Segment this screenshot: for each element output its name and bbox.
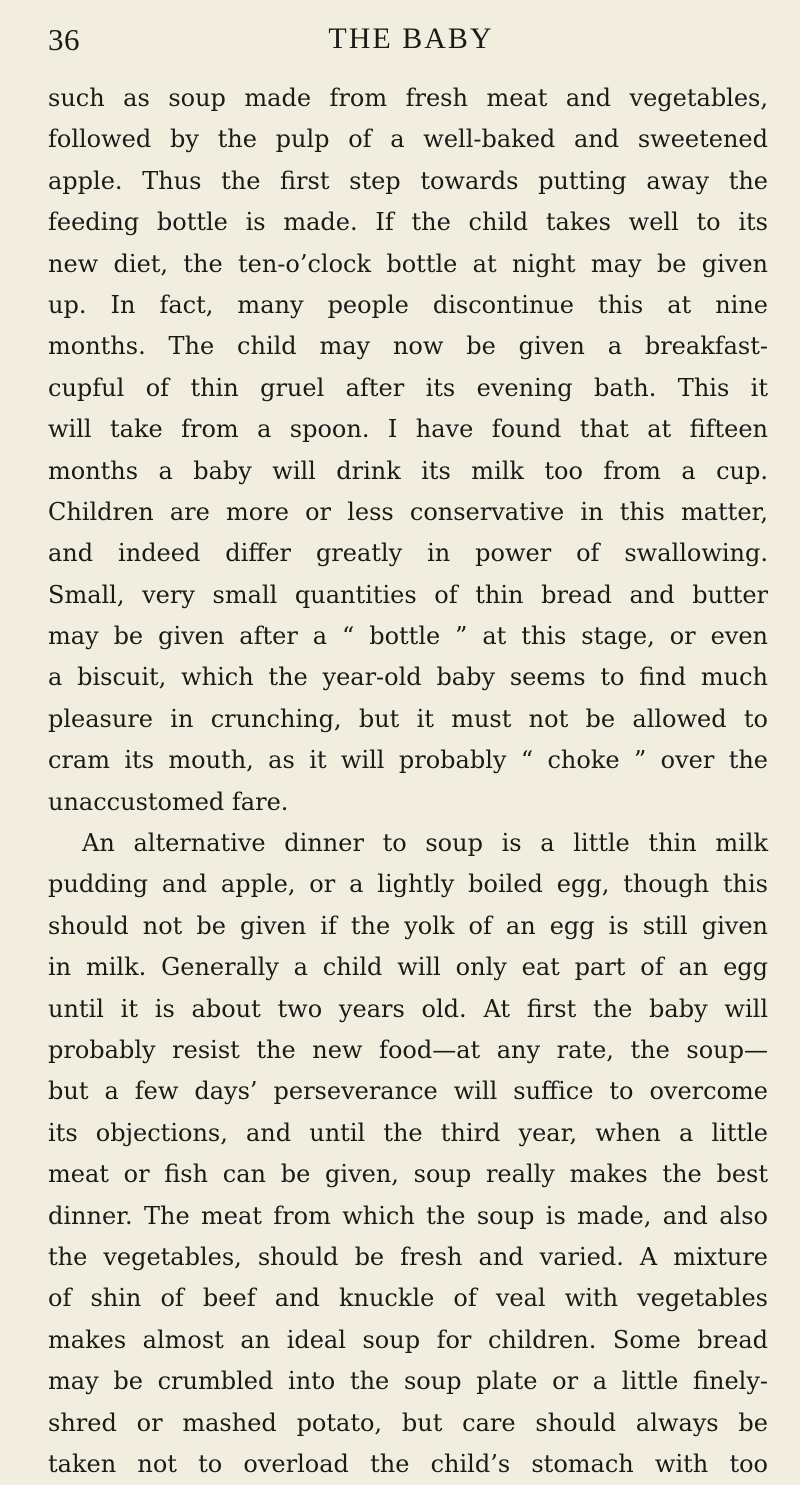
text-line: taken not to overload the child’s stomach with too [48,1449,768,1478]
text-line: new diet, the ten-o’clock bottle at night may be given [48,249,768,278]
text-line: dinner. The meat from which the soup is made, and also [48,1201,768,1230]
text-line: cupful of thin gruel after its evening bath. This it [48,373,768,402]
text-line: may be crumbled into the soup plate or a little finely- [48,1367,768,1396]
page-number: 36 [48,22,80,57]
text-line: a biscuit, which the year-old baby seems to find much [48,663,768,692]
text-line: pleasure in crunching, but it must not be allowed to [48,704,768,733]
text-line: An alternative dinner to soup is a little thin milk [82,829,768,858]
text-line: makes almost an ideal soup for children. Some bread [48,1325,768,1354]
text-line: until it is about two years old. At first the baby will [48,994,768,1023]
text-line: up. In fact, many people discontinue this at nine [48,290,768,319]
text-line: Small, very small quantities of thin bread and butter [48,580,768,609]
body-text [48,78,768,1485]
text-line: and indeed differ greatly in power of swallowing. [48,539,768,568]
text-line: months a baby will drink its milk too from a cup. [48,456,768,485]
running-head [48,22,774,62]
text-line: cram its mouth, as it will probably “ choke ” over the [48,746,768,775]
text-line: its objections, and until the third year, when a little [48,1118,768,1147]
text-line: months. The child may now be given a breakfast- [48,332,768,361]
text-line: should not be given if the yolk of an egg is still given [48,911,768,940]
text-line: the vegetables, should be fresh and varied. A mixture [48,1242,768,1271]
text-line: may be given after a “ bottle ” at this stage, or even [48,622,768,651]
text-line: Children are more or less conservative in this matter, [48,497,768,526]
text-line: probably resist the new food—at any rate, the soup— [48,1035,768,1064]
text-line: such as soup made from fresh meat and vegetables, [48,84,768,112]
text-line: unaccustomed fare. [48,787,289,816]
text-line: followed by the pulp of a well-baked and sweetened [48,125,768,154]
text-line: of shin of beef and knuckle of veal with vegetables [48,1284,768,1313]
text-line: but a few days’ perseverance will suffice to overcome [48,1077,768,1106]
text-line: shred or mashed potato, but care should always be [48,1408,768,1437]
text-line: pudding and apple, or a lightly boiled egg, though this [48,870,768,899]
text-line: will take from a spoon. I have found that at fifteen [48,415,768,444]
text-line: apple. Thus the first step towards putting away the [48,166,768,195]
text-line: meat or fish can be given, soup really makes the best [48,1160,768,1189]
text-line: in milk. Generally a child will only eat part of an egg [48,953,768,982]
running-title: THE BABY [328,22,494,55]
text-line: feeding bottle is made. If the child takes well to its [48,208,768,237]
